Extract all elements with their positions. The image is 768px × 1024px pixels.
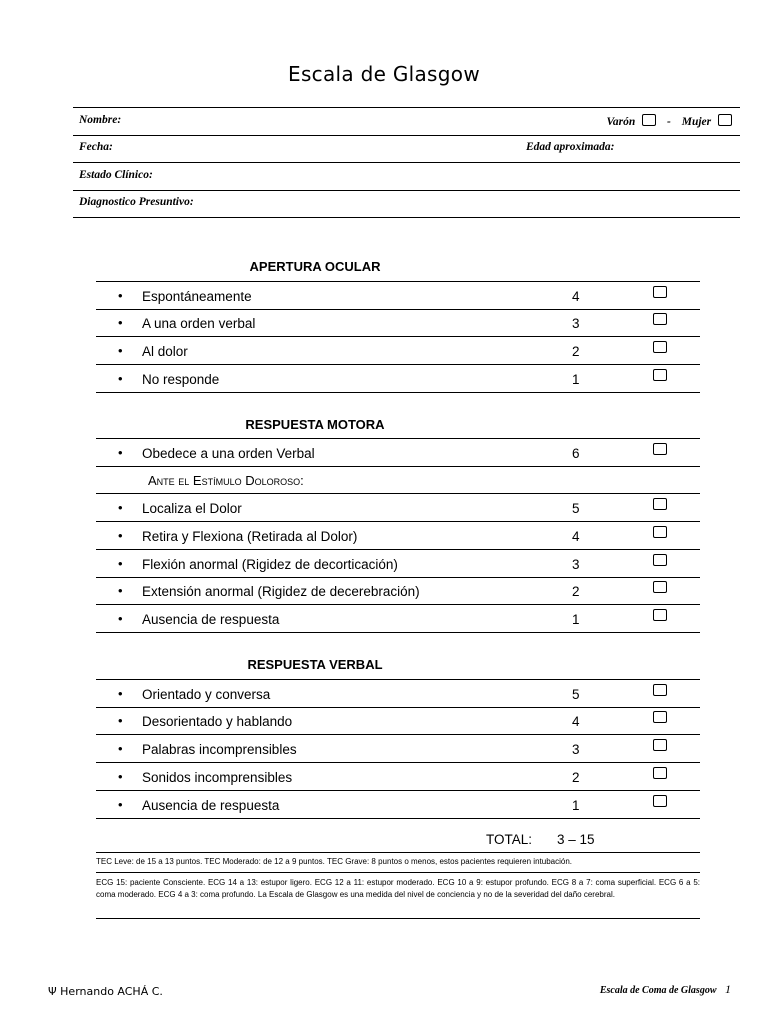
- item-score: 3: [572, 316, 580, 331]
- table-row: [96, 365, 700, 393]
- page-title: Escala de Glasgow: [288, 62, 480, 86]
- item-score: 4: [572, 529, 580, 544]
- sex-selector: [606, 114, 732, 128]
- table-row: [96, 707, 700, 735]
- score-checkbox[interactable]: [653, 498, 667, 510]
- item-label: Sonidos incomprensibles: [142, 770, 293, 785]
- table-row: [96, 522, 700, 550]
- item-label: Obedece a una orden Verbal: [142, 446, 315, 461]
- mujer-label: Mujer: [681, 116, 712, 128]
- subheading-row: [96, 466, 700, 494]
- score-checkbox[interactable]: [653, 711, 667, 723]
- table-row: [96, 550, 700, 578]
- bullet: •: [118, 371, 123, 386]
- table-row: [96, 791, 700, 819]
- mujer-checkbox[interactable]: [718, 114, 732, 126]
- motor-subheading: Ante el Estímulo Doloroso:: [148, 473, 304, 488]
- score-checkbox[interactable]: [653, 341, 667, 353]
- divider: [96, 872, 700, 873]
- score-checkbox[interactable]: [653, 443, 667, 455]
- bullet: •: [118, 288, 123, 303]
- score-checkbox[interactable]: [653, 609, 667, 621]
- bullet: •: [118, 741, 123, 756]
- item-label: Extensión anormal (Rigidez de decerebración): [142, 584, 420, 599]
- score-checkbox[interactable]: [653, 795, 667, 807]
- nombre-line: [73, 107, 740, 136]
- ecg-note: ECG 15: paciente Consciente. ECG 14 a 13: estupor ligero. ECG 12 a 11: estupor moderado. ECG 10 a 9: estupor profundo. ECG 8 a 7: coma superficial. ECG 6 a 5: coma moderado. ECG 4 a 3: coma profundo. La Escala de Glasgow es una medida del nivel de conciencia y no de la severidad del daño cerebral.: [96, 878, 700, 899]
- item-label: Espontáneamente: [142, 289, 252, 304]
- section-title-ocular: APERTURA OCULAR: [249, 259, 381, 274]
- item-label: Ausencia de respuesta: [142, 612, 280, 627]
- tec-note: TEC Leve: de 15 a 13 puntos. TEC Moderado: de 12 a 9 puntos. TEC Grave: 8 puntos o menos, estos pacientes requieren intubación.: [96, 857, 572, 866]
- score-checkbox[interactable]: [653, 369, 667, 381]
- footer-doc-title: Escala de Coma de Glasgow: [599, 985, 717, 996]
- divider: [96, 918, 700, 919]
- item-score: 3: [572, 742, 580, 757]
- bullet: •: [118, 611, 123, 626]
- item-label: Al dolor: [142, 344, 188, 359]
- item-score: 1: [572, 372, 580, 387]
- score-checkbox[interactable]: [653, 684, 667, 696]
- total-label: TOTAL:: [486, 832, 533, 847]
- fecha-line: [73, 135, 740, 163]
- bullet: •: [118, 500, 123, 515]
- footer-doc: [600, 982, 731, 997]
- bullet: •: [118, 797, 123, 812]
- diagnostico-line: [73, 190, 740, 218]
- score-checkbox[interactable]: [653, 739, 667, 751]
- score-checkbox[interactable]: [653, 581, 667, 593]
- item-score: 2: [572, 344, 580, 359]
- item-label: A una orden verbal: [142, 316, 256, 331]
- score-checkbox[interactable]: [653, 554, 667, 566]
- item-label: Ausencia de respuesta: [142, 798, 280, 813]
- score-checkbox[interactable]: [653, 313, 667, 325]
- table-row: [96, 577, 700, 605]
- table-row: [96, 281, 700, 310]
- bullet: •: [118, 556, 123, 571]
- page-number: 1: [725, 982, 731, 996]
- score-checkbox[interactable]: [653, 767, 667, 779]
- diagnostico-label: Diagnostico Presuntivo:: [79, 196, 194, 208]
- item-label: Localiza el Dolor: [142, 501, 242, 516]
- item-score: 5: [572, 501, 580, 516]
- footer-author: Ψ Hernando ACHÁ C.: [48, 985, 163, 998]
- estado-line: [73, 163, 740, 191]
- divider: [96, 852, 700, 853]
- item-score: 4: [572, 289, 580, 304]
- bullet: •: [118, 528, 123, 543]
- bullet: •: [118, 686, 123, 701]
- bullet: •: [118, 769, 123, 784]
- item-label: No responde: [142, 372, 220, 387]
- item-label: Orientado y conversa: [142, 687, 271, 702]
- item-label: Desorientado y hablando: [142, 714, 293, 729]
- table-row: [96, 605, 700, 633]
- item-label: Flexión anormal (Rigidez de decorticación): [142, 557, 398, 572]
- section-title-motora: RESPUESTA MOTORA: [245, 417, 385, 432]
- table-row: [96, 337, 700, 365]
- total-value: 3 – 15: [557, 832, 595, 847]
- bullet: •: [118, 315, 123, 330]
- sex-separator: -: [667, 116, 671, 128]
- table-row: [96, 679, 700, 708]
- table-row: [96, 735, 700, 763]
- item-score: 1: [572, 798, 580, 813]
- varon-checkbox[interactable]: [642, 114, 656, 126]
- bullet: •: [118, 343, 123, 358]
- table-row: [96, 763, 700, 791]
- estado-label: Estado Clínico:: [79, 169, 153, 181]
- bullet: •: [118, 713, 123, 728]
- item-score: 4: [572, 714, 580, 729]
- item-score: 2: [572, 584, 580, 599]
- edad-label: Edad aproximada:: [526, 141, 615, 153]
- fecha-label: Fecha:: [79, 141, 113, 153]
- score-checkbox[interactable]: [653, 286, 667, 298]
- nombre-label: Nombre:: [79, 114, 122, 126]
- item-score: 1: [572, 612, 580, 627]
- item-score: 5: [572, 687, 580, 702]
- item-score: 2: [572, 770, 580, 785]
- item-label: Retira y Flexiona (Retirada al Dolor): [142, 529, 358, 544]
- score-checkbox[interactable]: [653, 526, 667, 538]
- item-score: 3: [572, 557, 580, 572]
- item-label: Palabras incomprensibles: [142, 742, 297, 757]
- bullet: •: [118, 583, 123, 598]
- table-row: [96, 438, 700, 467]
- bullet: •: [118, 445, 123, 460]
- varon-label: Varón: [606, 116, 636, 128]
- item-score: 6: [572, 446, 580, 461]
- table-row: [96, 309, 700, 337]
- table-row: [96, 494, 700, 522]
- section-title-verbal: RESPUESTA VERBAL: [247, 657, 383, 672]
